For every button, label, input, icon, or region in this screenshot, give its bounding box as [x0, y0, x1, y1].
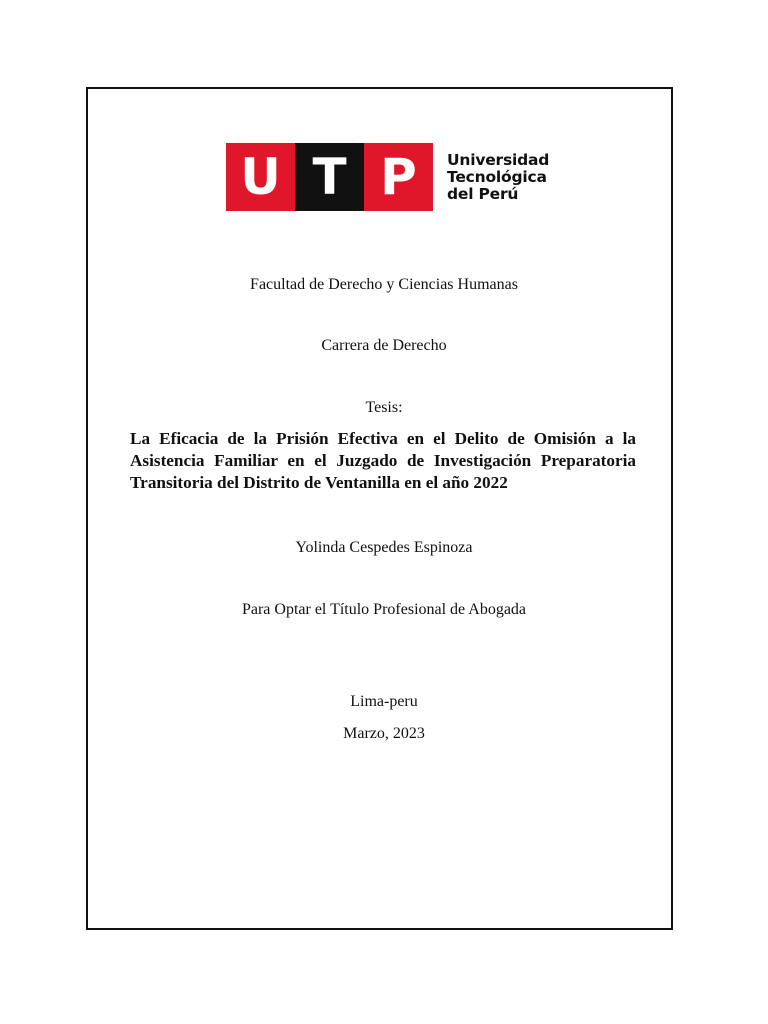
thesis-title-line-2: Asistencia Familiar en el Juzgado de Investigación Preparatoria — [130, 451, 636, 470]
thesis-title-line-3: Transitoria del Distrito de Ventanilla en el año 2022 — [130, 473, 508, 492]
thesis-title — [130, 428, 636, 494]
faculty-name: Facultad de Derecho y Ciencias Humanas — [250, 276, 518, 293]
university-name-line-3: del Perú — [447, 184, 519, 203]
page-border-frame — [86, 87, 673, 930]
university-name-line-1: Universidad — [447, 150, 550, 169]
thesis-label: Tesis: — [365, 399, 403, 416]
utp-logo — [226, 143, 549, 211]
logo-letter-p: P — [364, 143, 433, 211]
logo-letter-t: T — [295, 143, 364, 211]
degree-text: Para Optar el Título Profesional de Abogada — [241, 601, 527, 618]
career-name: Carrera de Derecho — [321, 337, 447, 354]
university-name-line-2: Tecnológica — [447, 167, 547, 186]
university-name — [447, 152, 549, 203]
thesis-title-line-1: La Eficacia de la Prisión Efectiva en el Delito de Omisión a la — [130, 429, 636, 448]
logo-letter-u: U — [226, 143, 295, 211]
date-text: Marzo, 2023 — [343, 725, 425, 742]
author-name: Yolinda Cespedes Espinoza — [295, 539, 473, 556]
utp-logo-blocks — [226, 143, 433, 211]
place-text: Lima-peru — [350, 693, 418, 710]
